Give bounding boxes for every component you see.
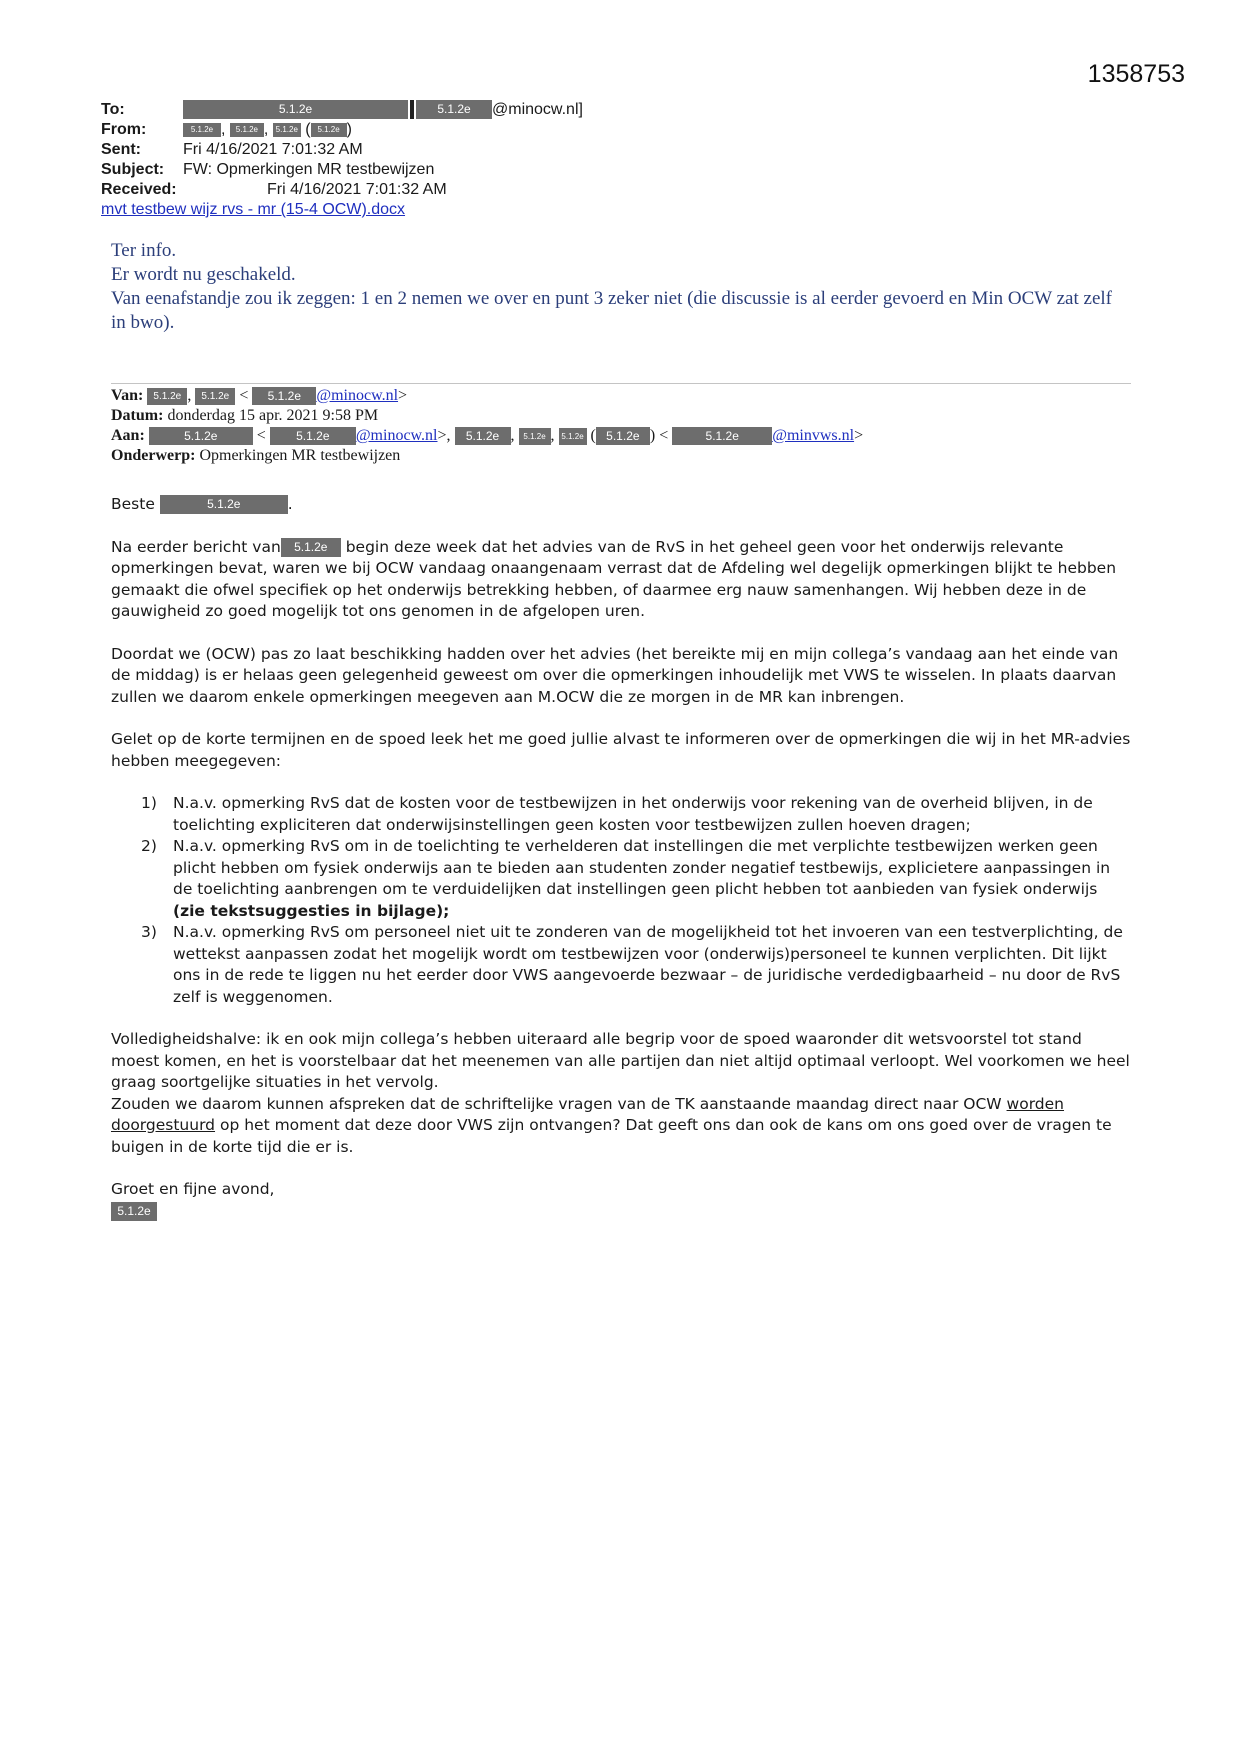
redaction: 5.1.2e: [195, 388, 235, 405]
forward-note: [111, 239, 1121, 335]
van-row: Van: 5.1.2e , 5.1.2e < 5.1.2e @minocw.nl>: [111, 387, 408, 404]
received-value: Fri 4/16/2021 7:01:32 AM: [267, 181, 447, 198]
note-line: Van eenafstandje zou ik zeggen: 1 en 2 nemen we over en punt 3 zeker niet (die discussie is al eerder gevoerd en Min OCW zat zelf in bwo).: [111, 288, 1112, 333]
redaction: 5.1.2e: [111, 1202, 157, 1221]
redaction: 5.1.2e: [519, 428, 551, 445]
original-message-header: [111, 386, 1131, 466]
attachment-row: [101, 200, 1001, 220]
list-text: N.a.v. opmerking RvS om personeel niet uit te zonderen van de mogelijkheid tot het invoeren van een testverplichting, de wettekst aanpassen zodat het mogelijk wordt om testbewijzen voor (onderwijs)personeel te kunnen verplichten. Dit lijkt ons in de rede te liggen nu het eerder door VWS aangevoerde bezwaar – de juridische verdedigbaarheid – nu door de RvS zelf is weggenomen.: [173, 923, 1123, 1006]
redaction: 5.1.2e: [311, 123, 347, 137]
redaction: 5.1.2e: [183, 123, 221, 137]
note-line: Er wordt nu geschakeld.: [111, 264, 296, 285]
subject-label: Subject:: [101, 161, 165, 178]
list-number: 3): [141, 923, 157, 941]
sent-label: Sent:: [101, 141, 141, 158]
aan-row: Aan: 5.1.2e < 5.1.2e @minocw.nl>, 5.1.2e , 5.1.2e , 5.1.2e ( 5.1.2e ) < 5.1.2e @minvws.nl>: [111, 427, 864, 444]
paragraph-4a: Volledigheidshalve: ik en ook mijn collega’s hebben uiteraard alle begrip voor de spoed waaronder dit wetsvoorstel tot stand moest komen, en het is voorstelbaar dat het meenemen van alle partijen dan niet altijd optimaal verloopt. Wel voorkomen we heel graag soortgelijke situaties in het vervolg.: [111, 1030, 1130, 1091]
note-line: Ter info.: [111, 240, 177, 261]
list-item: [111, 922, 1131, 1008]
subject-value: FW: Opmerkingen MR testbewijzen: [183, 161, 435, 178]
greeting: Beste 5.1.2e .: [111, 495, 293, 513]
redaction: 5.1.2e: [270, 427, 356, 445]
onderwerp-label: Onderwerp:: [111, 447, 196, 464]
aan-email-domain-2[interactable]: @minvws.nl: [772, 427, 855, 444]
attachment-link[interactable]: mvt testbew wijz rvs - mr (15-4 OCW).docx: [101, 201, 406, 218]
underlined-text: worden doorgestuurd: [111, 1094, 1065, 1134]
email-header: [101, 100, 1001, 220]
onderwerp-value: Opmerkingen MR testbewijzen: [199, 447, 401, 464]
from-row: From: 5.1.2e , 5.1.2e , 5.1.2e ( 5.1.2e ): [101, 121, 352, 138]
redaction: [410, 100, 414, 119]
document-id: 1358753: [1087, 60, 1185, 88]
redaction: 5.1.2e: [672, 427, 772, 445]
message-body: [111, 494, 1131, 1222]
signature: [111, 1201, 1131, 1223]
list-text: N.a.v. opmerking RvS dat de kosten voor de testbewijzen in het onderwijs voor rekening van de overheid blijven, in de toelichting expliciteren dat onderwijsinstellingen geen kosten voor testbewijzen zullen hoeven dragen;: [173, 794, 1093, 834]
redaction: 5.1.2e: [147, 388, 187, 405]
paragraph-4b: [111, 1094, 1131, 1159]
separator: [111, 383, 1131, 384]
redaction: 5.1.2e: [183, 100, 408, 119]
redaction: 5.1.2e: [455, 427, 511, 445]
greeting-text: Beste: [111, 495, 155, 513]
onderwerp-row: [111, 446, 1131, 466]
redaction: 5.1.2e: [416, 100, 492, 119]
list-item: [111, 793, 1131, 836]
datum-value: donderdag 15 apr. 2021 9:58 PM: [167, 407, 379, 424]
redaction: 5.1.2e: [230, 123, 264, 137]
redaction: 5.1.2e: [281, 538, 341, 557]
paragraph-text: Na eerder bericht van: [111, 537, 281, 556]
redaction: 5.1.2e: [559, 428, 587, 445]
redaction: 5.1.2e: [273, 123, 301, 137]
list-number: 2): [141, 837, 157, 855]
redaction: 5.1.2e: [252, 387, 316, 405]
redaction: 5.1.2e: [160, 495, 288, 514]
datum-label: Datum:: [111, 407, 164, 424]
received-label: Received:: [101, 181, 177, 198]
closing: Groet en fijne avond,: [111, 1180, 275, 1198]
list-text: N.a.v. opmerking RvS om in de toelichting te verhelderen dat instellingen die met verplichte testbewijzen werken geen plicht hebben om fysiek onderwijs aan te bieden aan studenten zonder negatief testbewijs, explicietere aanpassingen in de toelichting aanbrengen om te verduidelijken dat instellingen geen plicht hebben tot aanbieden van fysiek onderwijs: [173, 837, 1111, 898]
paragraph-3: Gelet op de korte termijnen en de spoed leek het me goed jullie alvast te informeren over de opmerkingen die wij in het MR-advies hebben meegegeven:: [111, 730, 1131, 770]
subject-row: [101, 160, 1001, 180]
remarks-list: [111, 793, 1131, 1008]
to-domain: @minocw.nl]: [492, 101, 583, 118]
received-row: [101, 180, 1001, 200]
from-label: From:: [101, 121, 147, 138]
van-email-domain[interactable]: @minocw.nl: [316, 387, 399, 404]
sent-row: [101, 140, 1001, 160]
redaction: 5.1.2e: [149, 427, 253, 445]
list-number: 1): [141, 794, 157, 812]
paragraph-2: Doordat we (OCW) pas zo laat beschikking hadden over het advies (het bereikte mij en mijn collega’s vandaag aan het einde van de middag) is er helaas geen gelegenheid geweest om over die opmerkingen inhoudelijk met VWS te wisselen. In plaats daarvan zullen we daarom enkele opmerkingen meegeven aan M.OCW die ze morgen in de MR kan inbrengen.: [111, 644, 1119, 706]
paragraph-text: Zouden we daarom kunnen afspreken dat de schriftelijke vragen van de TK aanstaande maandag direct naar OCW: [111, 1094, 1002, 1113]
paragraph-1: [111, 537, 1131, 623]
to-label: To:: [101, 101, 125, 118]
datum-row: [111, 406, 1131, 426]
van-label: Van:: [111, 387, 144, 404]
to-row: [101, 100, 1001, 120]
list-item: [111, 836, 1131, 922]
list-bold-text: (zie tekstsuggesties in bijlage);: [173, 901, 450, 920]
aan-email-domain-1[interactable]: @minocw.nl: [355, 427, 438, 444]
paragraph-text: op het moment dat deze door VWS zijn ontvangen? Dat geeft ons dan ook de kans om ons goed over de vragen te buigen in de korte tijd die er is.: [111, 1116, 1112, 1156]
sent-value: Fri 4/16/2021 7:01:32 AM: [183, 141, 363, 158]
paragraph-text: begin deze week dat het advies van de RvS in het geheel geen voor het onderwijs relevante opmerkingen bevat, waren we bij OCW vandaag onaangenaam verrast dat de Afdeling wel degelijk opmerkingen blijkt te hebben gemaakt die ofwel specifiek op het onderwijs betrekking hebben, of daarmee erg nauw samenhangen. Wij hebben deze in de gauwigheid zo goed mogelijk tot ons genomen in de afgelopen uren.: [111, 537, 1117, 620]
aan-label: Aan:: [111, 427, 145, 444]
redaction: 5.1.2e: [596, 427, 650, 445]
